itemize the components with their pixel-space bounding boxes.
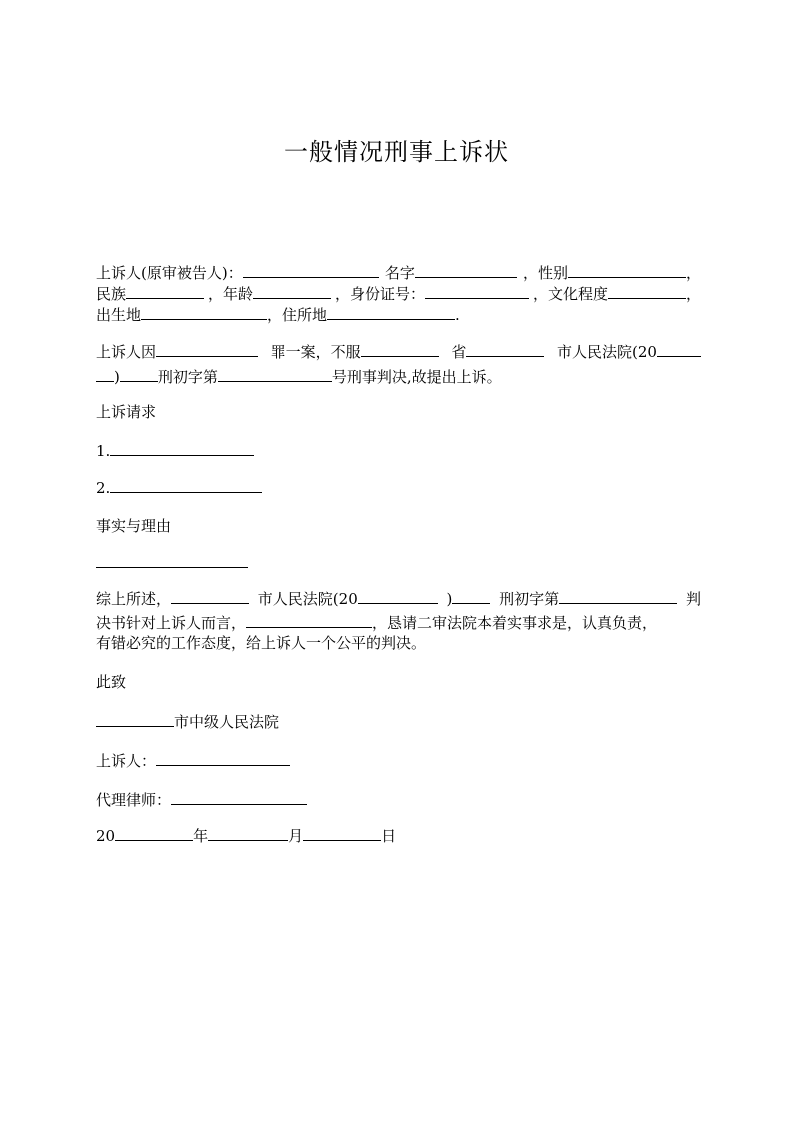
request-item-2 xyxy=(96,477,701,499)
conclusion-text: 综上所述， xyxy=(96,590,172,608)
period: . xyxy=(455,306,460,324)
facts-heading: 事实与理由 xyxy=(96,517,172,535)
facts-line xyxy=(96,552,701,574)
page-title: 一般情况刑事上诉状 xyxy=(284,138,509,166)
court-city-blank[interactable] xyxy=(96,711,174,727)
name-label: 名字 xyxy=(384,264,415,282)
day-blank[interactable] xyxy=(303,825,381,841)
cause-text: 市人民法院(20 xyxy=(557,343,657,361)
request-heading: 上诉请求 xyxy=(96,403,157,421)
residence-label: ，住所地 xyxy=(267,306,328,324)
court-label: 市中级人民法院 xyxy=(174,713,280,731)
appellant-sign-blank[interactable] xyxy=(156,750,290,766)
ethnicity-blank[interactable] xyxy=(126,283,204,299)
cause-text: 号刑事判决,故提出上诉。 xyxy=(331,368,502,386)
education-blank[interactable] xyxy=(608,283,686,299)
cause-text: 刑初字第 xyxy=(157,368,218,386)
comma: ， xyxy=(685,285,701,303)
conclusion-text: ，恳请二审法院本着实事求是，认真负责， xyxy=(372,614,658,632)
year-blank-cont[interactable] xyxy=(96,366,114,382)
ethnicity-label: 民族 xyxy=(96,285,127,303)
item-number: 1. xyxy=(96,442,111,460)
year-label: 年 xyxy=(193,827,209,845)
residence-blank[interactable] xyxy=(327,304,455,320)
request-item-1 xyxy=(96,440,701,462)
case-prefix-blank[interactable] xyxy=(452,588,490,604)
name-blank[interactable] xyxy=(415,262,517,278)
city-blank[interactable] xyxy=(466,341,544,357)
cause-paragraph xyxy=(96,341,701,387)
comma: ， xyxy=(685,264,701,282)
item-number: 2. xyxy=(96,479,111,497)
conclusion-text: 市人民法院(20 xyxy=(257,590,358,608)
age-label: ，年龄 xyxy=(207,285,253,303)
appellant-sign-label: 上诉人： xyxy=(96,752,157,770)
cause-text: 省 xyxy=(451,343,467,361)
appellant-signature xyxy=(96,750,701,772)
birthplace-blank[interactable] xyxy=(141,304,267,320)
facts-blank[interactable] xyxy=(96,552,248,568)
id-blank[interactable] xyxy=(425,283,529,299)
request-1-blank[interactable] xyxy=(110,440,254,456)
crime-blank[interactable] xyxy=(156,341,258,357)
date-line xyxy=(96,825,701,847)
lawyer-sign-blank[interactable] xyxy=(171,789,307,805)
id-label: ，身份证号： xyxy=(334,285,425,303)
conclusion-paragraph xyxy=(96,588,701,654)
cause-text: 上诉人因 xyxy=(96,343,157,361)
date-prefix: 20 xyxy=(96,827,116,845)
case-number-blank[interactable] xyxy=(218,366,332,382)
conclusion-text: 决书针对上诉人而言， xyxy=(96,614,247,632)
conclusion-text: 判 xyxy=(685,590,701,608)
year-blank[interactable] xyxy=(115,825,193,841)
month-blank[interactable] xyxy=(208,825,288,841)
year-blank[interactable] xyxy=(358,588,438,604)
cause-text: ) xyxy=(114,368,120,386)
reason-blank[interactable] xyxy=(246,612,372,628)
gender-label: ，性别 xyxy=(522,264,568,282)
conclusion-text: ) xyxy=(446,590,453,608)
birthplace-label: 出生地 xyxy=(96,306,142,324)
salutation: 此致 xyxy=(96,673,127,691)
conclusion-text: 刑初字第 xyxy=(499,590,560,608)
day-label: 日 xyxy=(381,827,397,845)
case-prefix-blank[interactable] xyxy=(120,366,158,382)
appellant-info xyxy=(96,262,701,325)
province-blank[interactable] xyxy=(361,341,439,357)
education-label: ，文化程度 xyxy=(532,285,608,303)
gender-blank[interactable] xyxy=(568,262,686,278)
month-label: 月 xyxy=(288,827,304,845)
case-number-blank[interactable] xyxy=(559,588,677,604)
cause-text: 罪一案，不服 xyxy=(270,343,361,361)
lawyer-sign-label: 代理律师： xyxy=(96,791,172,809)
lawyer-signature xyxy=(96,789,701,811)
appellant-blank[interactable] xyxy=(243,262,379,278)
age-blank[interactable] xyxy=(253,283,331,299)
appellant-label: 上诉人(原审被告人)： xyxy=(96,264,243,282)
request-2-blank[interactable] xyxy=(110,477,262,493)
city-blank[interactable] xyxy=(171,588,249,604)
conclusion-text: 有错必究的工作态度，给上诉人一个公平的判决。 xyxy=(96,634,427,652)
year-blank[interactable] xyxy=(657,341,701,357)
court-line xyxy=(96,711,701,733)
